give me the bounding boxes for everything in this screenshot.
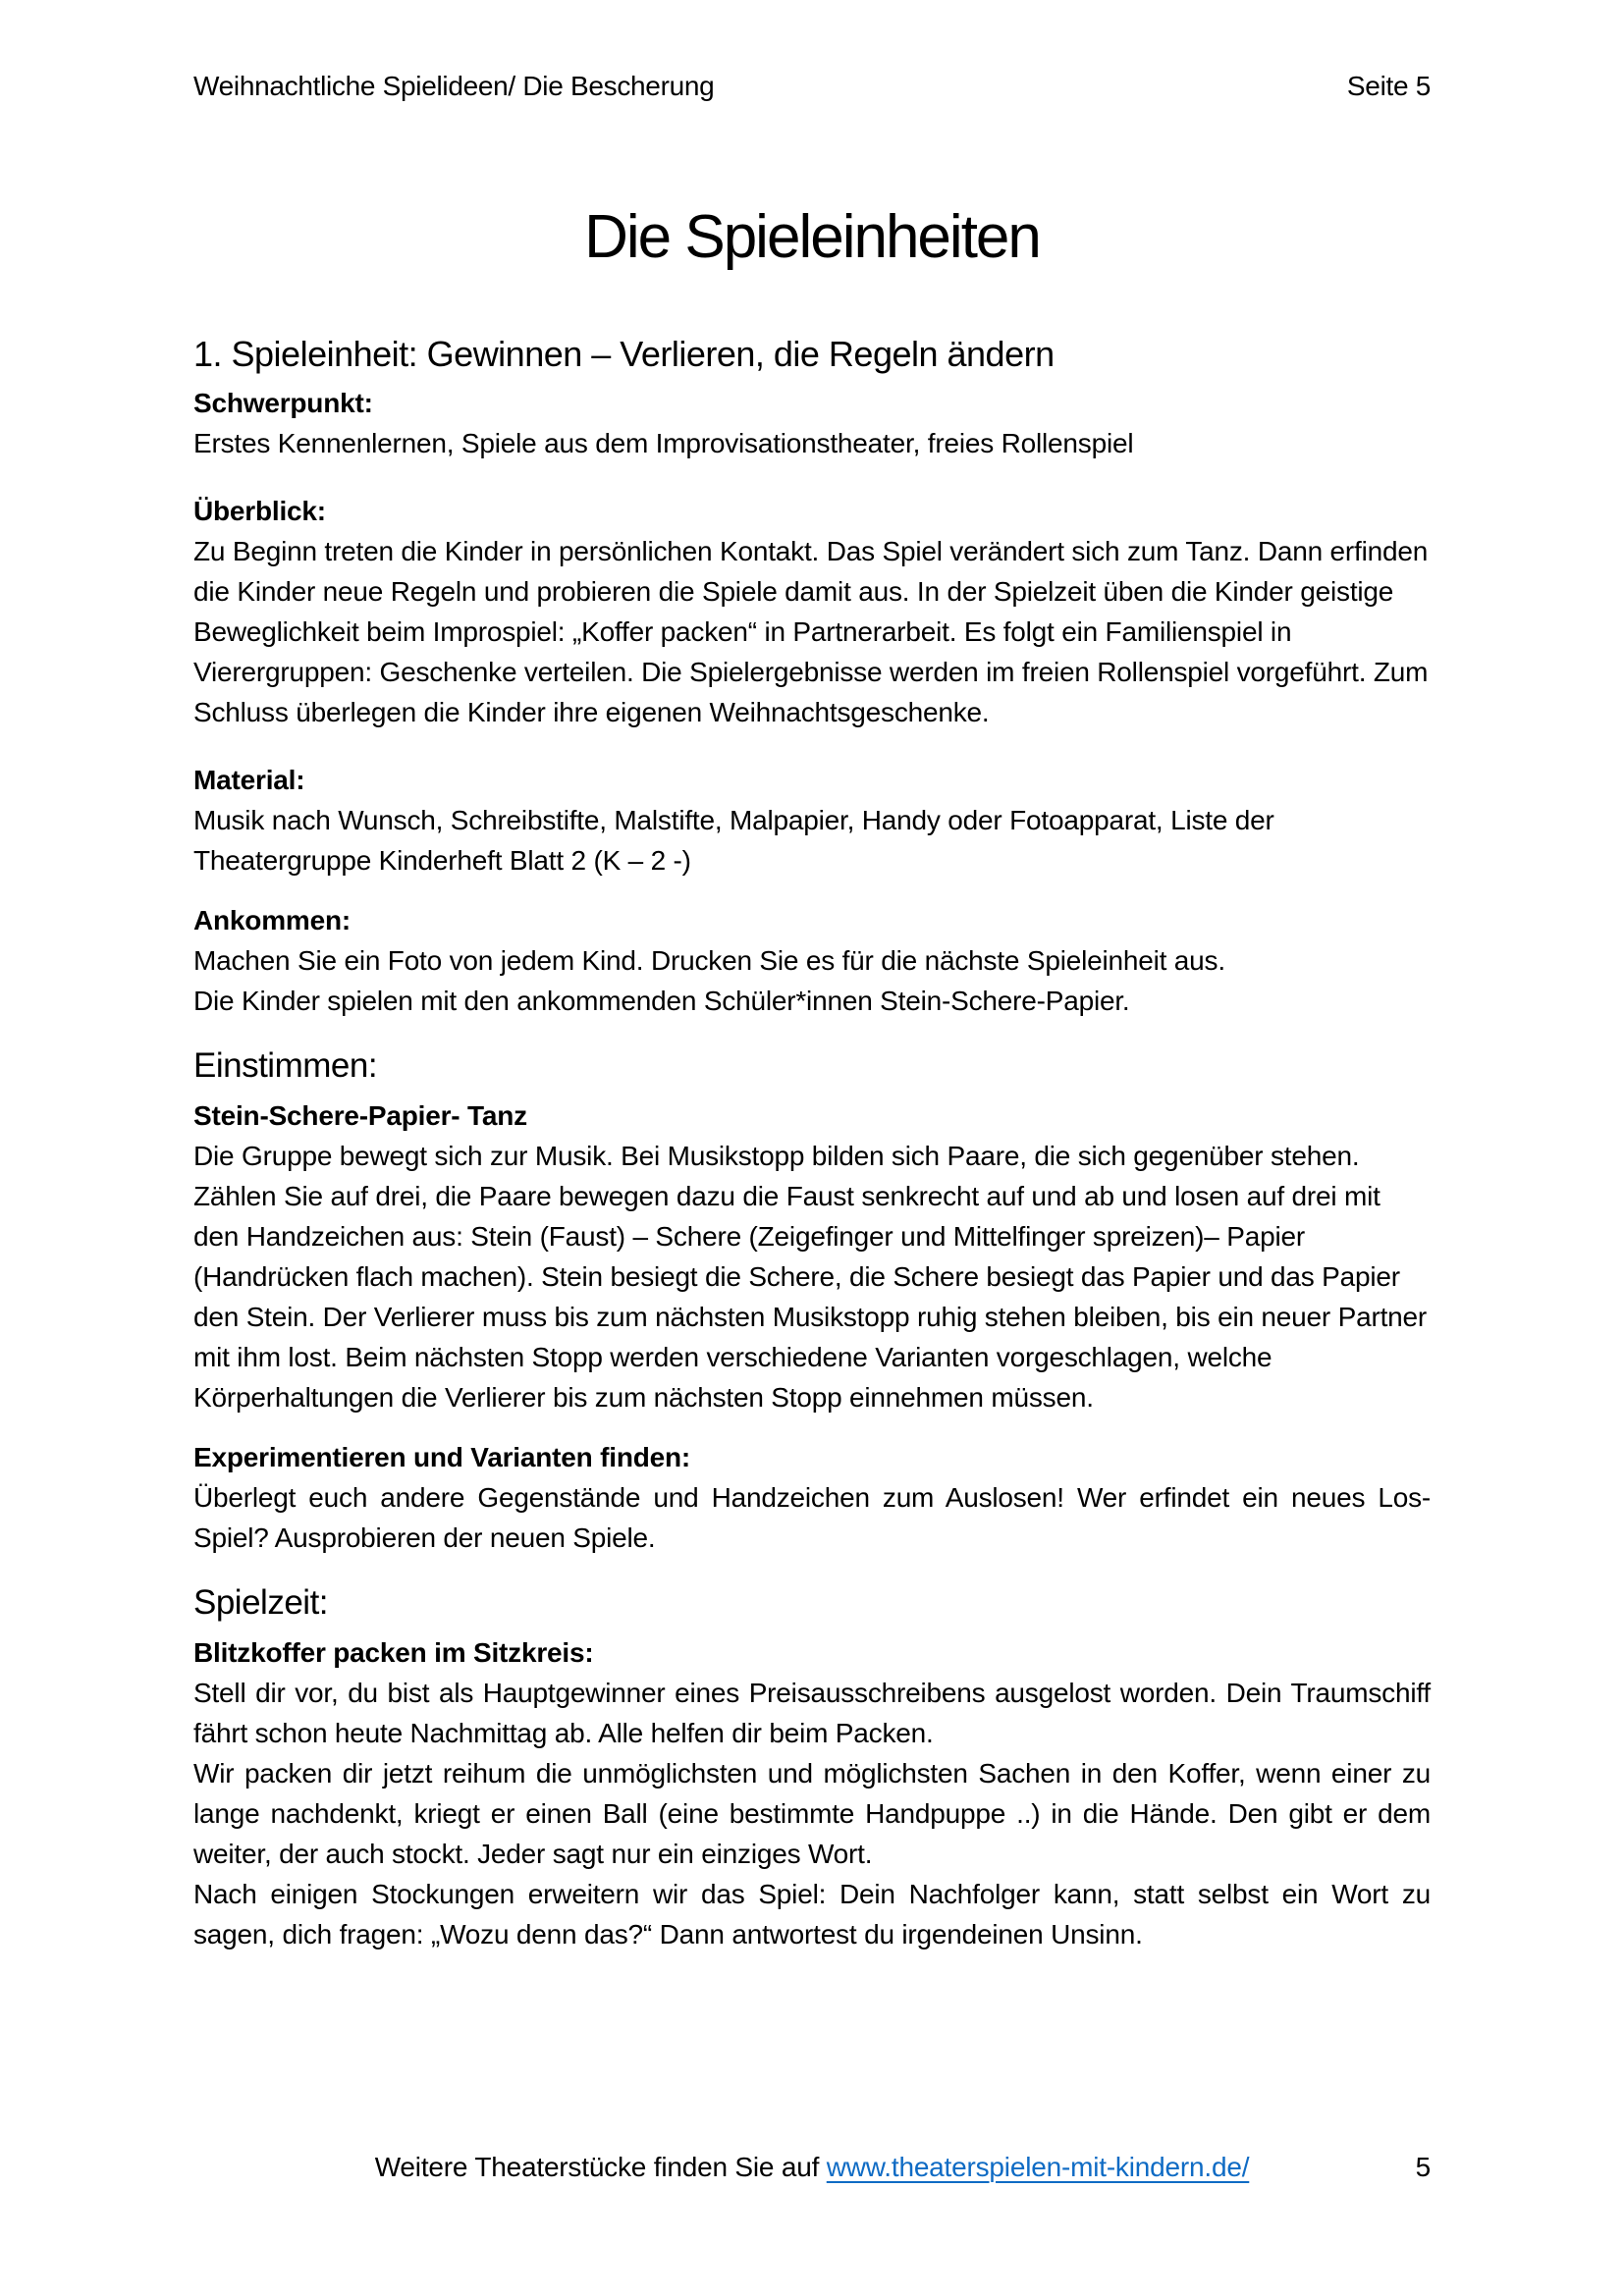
spielzeit-paragraph-2: Nach einigen Stockungen erweitern wir das Spiel: Dein Nachfolger kann, statt selbst ein Wort zu sagen, dich fragen: „Wozu denn das?“ Dann antwortest du irgendeinen Unsinn. — [193, 1879, 1431, 1949]
blitzkoffer-subheading: Blitzkoffer packen im Sitzkreis: — [193, 1637, 594, 1668]
ueberblick-label: Überblick: — [193, 496, 326, 526]
schwerpunkt-text: Erstes Kennenlernen, Spiele aus dem Improvisationstheater, freies Rollenspiel — [193, 428, 1134, 458]
ueberblick-text: Zu Beginn treten die Kinder in persönlichen Kontakt. Das Spiel verändert sich zum Tanz. Dann erfinden die Kinder neue Regeln und probieren die Spiele damit aus. In der Spielzeit üben die Kinder geistige Beweglichkeit beim Improspiel: „Koffer packen“ in Partnerarbeit. Es folgt ein Familienspiel in Vierergruppen: Geschenke verteilen. Die Spielergebnisse werden im freien Rollenspiel vorgeführt. Zum Schluss überlegen die Kinder ihre eigenen Weihnachtsgeschenke. — [193, 536, 1429, 727]
einstimmen-paragraph: Die Gruppe bewegt sich zur Musik. Bei Musikstopp bilden sich Paare, die sich gegenüber stehen. Zählen Sie auf drei, die Paare bewegen dazu die Faust senkrecht auf und ab und losen auf drei mit den Handzeichen aus: Stein (Faust) – Schere (Zeigefinger und Mittelfinger spreizen)– Papier (Handrücken flach machen). Stein besiegt die Schere, die Schere besiegt das Papier und das Papier den Stein. Der Verlierer muss bis zum nächsten Musikstopp ruhig stehen bleiben, bis ein neuer Partner mit ihm lost. Beim nächsten Stopp werden verschiedene Varianten vorgeschlagen, welche Körperhaltungen die Verlierer bis zum nächsten Stopp einnehmen müssen. — [193, 1141, 1428, 1413]
ankommen-text-line1: Machen Sie ein Foto von jedem Kind. Drucken Sie es für die nächste Spieleinheit aus. — [193, 945, 1225, 976]
spielzeit-paragraph-1b: Wir packen dir jetzt reihum die unmöglichsten und möglichsten Sachen in den Koffer, wenn einer zu lange nachdenkt, kriegt er einen Ball (eine bestimmte Handpuppe ..) in die Hände. Den gibt er dem weiter, der auch stockt. Jeder sagt nur ein einziges Wort. — [193, 1758, 1431, 1869]
experimentieren-text: Überlegt euch andere Gegenstände und Handzeichen zum Auslosen! Wer erfindet ein neues Los-Spiel? Ausprobieren der neuen Spiele. — [193, 1482, 1431, 1553]
material-label: Material: — [193, 765, 305, 795]
ankommen-label: Ankommen: — [193, 905, 351, 935]
experimentieren-label: Experimentieren und Varianten finden: — [193, 1442, 691, 1472]
section-heading-spieleinheit-1: 1. Spieleinheit: Gewinnen – Verlieren, die Regeln ändern — [193, 334, 1055, 374]
page-footer — [193, 2148, 1431, 2187]
header-document-title: Weihnachtliche Spielideen/ Die Bescherung — [193, 71, 715, 101]
ankommen-text-line2: Die Kinder spielen mit den ankommenden Schüler*innen Stein-Schere-Papier. — [193, 986, 1130, 1016]
einstimmen-heading: Einstimmen: — [193, 1046, 378, 1085]
page-header — [193, 69, 1431, 104]
footer-text: Weitere Theaterstücke finden Sie auf — [374, 2152, 827, 2182]
document-main-title: Die Spieleinheiten — [584, 203, 1040, 271]
material-text: Musik nach Wunsch, Schreibstifte, Malstifte, Malpapier, Handy oder Fotoapparat, Liste der Theatergruppe Kinderheft Blatt 2 (K – 2 -) — [193, 805, 1274, 876]
spielzeit-heading: Spielzeit: — [193, 1583, 329, 1622]
spielzeit-paragraph-1a: Stell dir vor, du bist als Hauptgewinner eines Preisausschreibens ausgelost worden. Dein Traumschiff fährt schon heute Nachmittag ab. Alle helfen dir beim Packen. — [193, 1678, 1431, 1748]
schwerpunkt-label: Schwerpunkt: — [193, 388, 373, 418]
footer-website-link[interactable]: www.theaterspielen-mit-kindern.de/ — [826, 2152, 1250, 2182]
footer-page-number: 5 — [1415, 2152, 1431, 2182]
header-page-indicator: Seite 5 — [1346, 71, 1431, 101]
einstimmen-subheading: Stein-Schere-Papier- Tanz — [193, 1100, 527, 1131]
